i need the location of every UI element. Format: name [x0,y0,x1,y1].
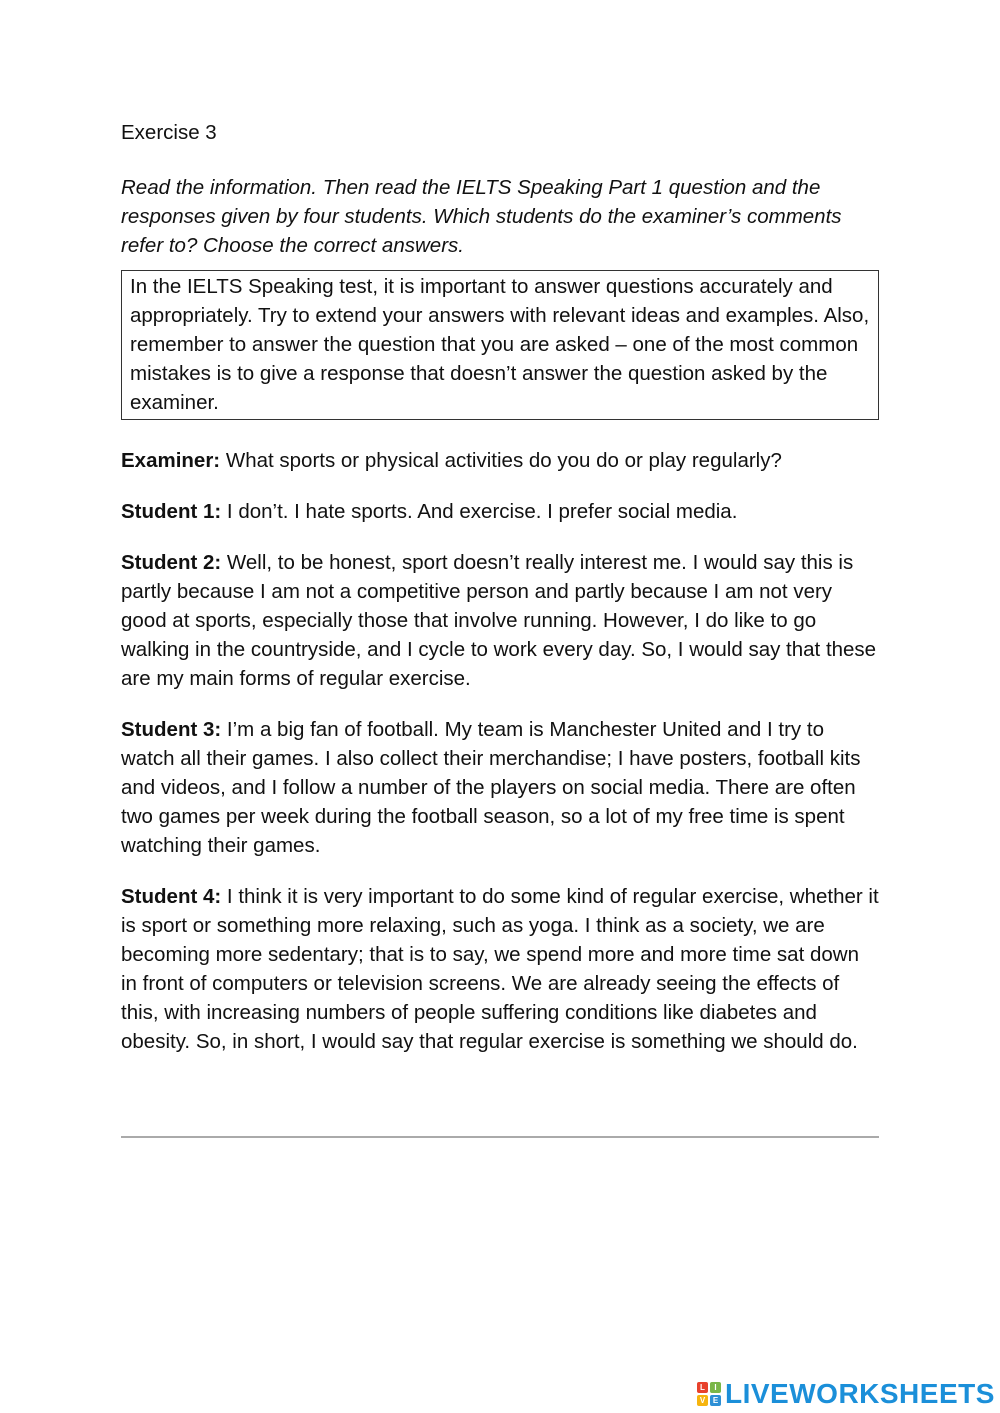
speaker-label: Student 4: [121,885,222,908]
worksheet-content [121,118,879,1078]
section-divider [121,1136,879,1138]
liveworksheets-logo [697,1377,995,1411]
dialogue-student-3 [121,715,879,860]
logo-letter-tile: E [710,1395,721,1406]
logo-letter-tile: L [697,1382,708,1393]
dialogue-student-1 [121,497,879,526]
info-box: In the IELTS Speaking test, it is important to answer questions accurately and appropriately. Try to extend your answers with relevant ideas and examples. Also, remember to answer the question that you are asked – one of the most common mistakes is to give a response that doesn’t answer the question asked by the examiner. [121,270,879,420]
speaker-label: Examiner: [121,449,221,472]
exercise-title: Exercise 3 [121,121,217,144]
exercise-instructions: Read the information. Then read the IELTS Speaking Part 1 question and the responses given by four students. Which students do the examiner’s comments refer to? Choose the correct answers. [121,176,842,257]
speaker-label: Student 2: [121,551,222,574]
dialogue-text: Well, to be honest, sport doesn’t really interest me. I would say this is partly because I am not a competitive person and partly because I am not very good at sports, especially those that involve running. However, I do like to go walking in the countryside, and I cycle to work every day. So, I would say that these are my main forms of regular exercise. [121,551,877,690]
dialogue-student-2 [121,548,879,693]
dialogue-examiner [121,446,879,475]
liveworksheets-grid-icon [697,1382,721,1406]
dialogue-text: What sports or physical activities do you do or play regularly? [225,449,782,472]
speaker-label: Student 1: [121,500,222,523]
dialogue-student-4 [121,882,879,1056]
logo-letter-tile: I [710,1382,721,1393]
logo-letter-tile: V [697,1395,708,1406]
dialogue-text: I don’t. I hate sports. And exercise. I prefer social media. [226,500,738,523]
speaker-label: Student 3: [121,718,222,741]
dialogue-text: I think it is very important to do some kind of regular exercise, whether it is sport or something more relaxing, such as yoga. I think as a society, we are becoming more sedentary; that is to say, we spend more and more time sat down in front of computers or television screens. We are already seeing the effects of this, with increasing numbers of people suffering conditions like diabetes and obesity. So, in short, I would say that regular exercise is something we should do. [121,885,879,1053]
dialogue-text: I’m a big fan of football. My team is Manchester United and I try to watch all their games. I also collect their merchandise; I have posters, football kits and videos, and I follow a number of the players on social media. There are often two games per week during the football season, so a lot of my free time is spent watching their games. [121,718,861,857]
logo-text: LIVEWORKSHEETS [725,1378,995,1409]
